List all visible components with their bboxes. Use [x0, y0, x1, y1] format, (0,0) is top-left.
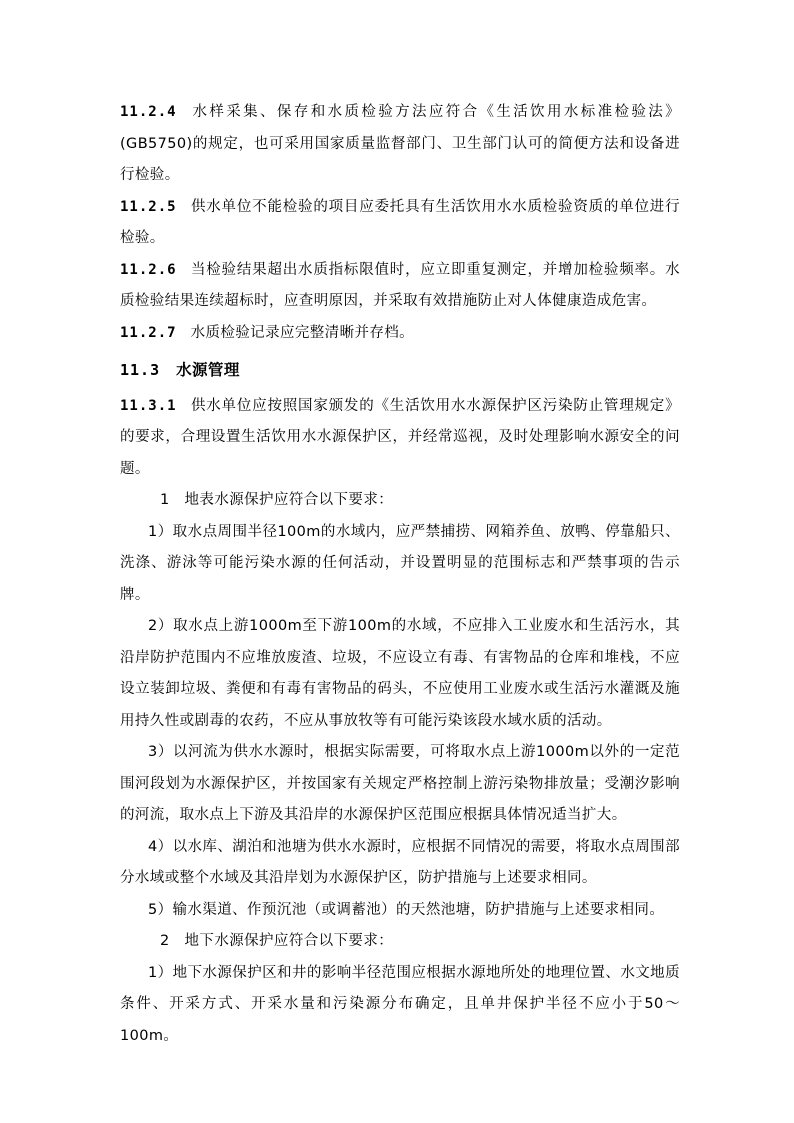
clause-text: 当检验结果超出水质指标限值时，应立即重复测定，并增加检验频率。水质检验结果连续超标时，应查明原因，并采取有效措施防止对人体健康造成危害。 [120, 261, 680, 309]
clause-text: 水样采集、保存和水质检验方法应符合《生活饮用水标准检验法》(GB5750)的规定，也可采用国家质量监督部门、卫生部门认可的简便方法和设备进行检验。 [120, 104, 680, 183]
document-body [120, 97, 680, 1052]
clause-text: 供水单位不能检验的项目应委托具有生活饮用水水质检验资质的单位进行检验。 [120, 198, 680, 246]
surface-item-3: 3）以河流为供水水源时，根据实际需要，可将取水点上游1000m以外的一定范围河段划为水源保护区，并按国家有关规定严格控制上游污染物排放量；受潮汐影响的河流，取水点上下游及其沿岸的水源保护区范围应根据具体情况适当扩大。 [120, 744, 680, 823]
ground-item-1: 1）地下水源保护区和井的影响半径范围应根据水源地所处的地理位置、水文地质条件、开采方式、开采水量和污染源分布确定，且单井保护半径不应小于50～100m。 [120, 964, 680, 1044]
clause-number: 11.2.5 [120, 198, 177, 215]
clause-11-3-1 [120, 391, 680, 486]
section-number: 11.3 [120, 361, 161, 379]
surface-item-1: 1）取水点周围半径100m的水域内，应严禁捕捞、网箱养鱼、放鸭、停靠船只、洗涤、游泳等可能污染水源的任何活动，并设置明显的范围标志和严禁事项的告示牌。 [120, 523, 680, 603]
clause-number: 11.2.4 [120, 104, 177, 120]
clause-11-2-6 [120, 255, 680, 318]
surface-item-4: 4）以水库、湖泊和池塘为供水水源时，应根据不同情况的需要，将取水点周围部分水域或整个水域及其沿岸划为水源保护区，防护措施与上述要求相同。 [120, 838, 680, 886]
clause-number: 11.2.6 [120, 261, 177, 278]
clause-11-2-7 [120, 318, 680, 350]
clause-text: 供水单位应按照国家颁发的《生活饮用水水源保护区污染防止管理规定》的要求，合理设置生活饮用水水源保护区，并经常巡视，及时处理影响水源安全的问题。 [120, 397, 680, 477]
clause-number: 11.3.1 [120, 397, 177, 414]
section-heading [120, 355, 680, 387]
clause-text: 水质检验记录应完整清晰并存档。 [190, 324, 415, 341]
section-title: 水源管理 [176, 361, 240, 379]
surface-item-5: 5）输水渠道、作预沉池（或调蓄池）的天然池塘，防护措施与上述要求相同。 [148, 901, 665, 918]
clause-number: 11.2.7 [120, 324, 177, 341]
clause-11-2-5 [120, 192, 680, 255]
clause-11-2-4 [120, 97, 680, 192]
ground-water-heading: 2 地下水源保护应符合以下要求： [160, 933, 394, 949]
surface-item-2: 2）取水点上游1000m至下游100m的水域，不应排入工业废水和生活污水，其沿岸防护范围内不应堆放废渣、垃圾，不应设立有毒、有害物品的仓库和堆栈，不应设立装卸垃圾、粪便和有毒有害物品的码头，不应使用工业废水或生活污水灌溉及施用持久性或剧毒的农药，不应从事放牧等有可能污染该段水域水质的活动。 [120, 618, 680, 729]
surface-water-heading: 1 地表水源保护应符合以下要求： [160, 492, 394, 508]
